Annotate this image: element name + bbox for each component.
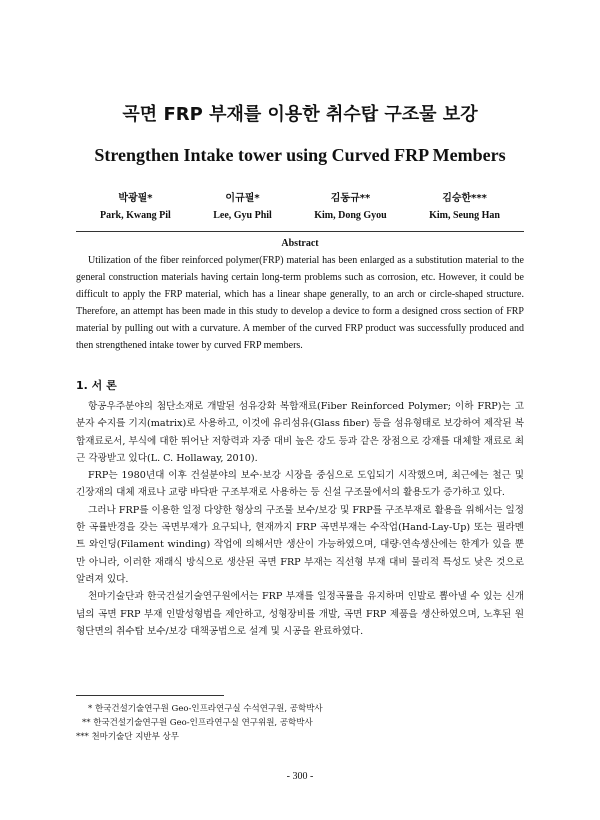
author-name-ko: 김동규** (330, 193, 371, 204)
section-body (76, 398, 524, 640)
section-heading: 1. 서 론 (76, 379, 117, 392)
footnote-divider (76, 695, 224, 696)
author-name-ko: 김승한*** (442, 193, 487, 204)
author (429, 190, 500, 224)
page-number: - 300 - (286, 771, 314, 782)
author-list (100, 190, 500, 224)
author-name-en: Park, Kwang Pil (100, 210, 171, 221)
author (213, 190, 272, 224)
author (100, 190, 171, 224)
body-paragraph: FRP는 1980년대 이후 건설분야의 보수·보강 시장을 중심으로 도입되기 시작했으며, 최근에는 철근 및 긴장재의 대체 재료나 교량 바닥판 구조부재로 사용하는 등 신설 구조물에서의 활용도가 증가하고 있다. (76, 470, 524, 499)
body-paragraph: 항공우주분야의 첨단소재로 개발된 섬유강화 복합재료(Fiber Reinforced Polymer; 이하 FRP)는 고분자 수지를 기지(matrix)로 사용하고, 이것에 유리섬유(Glass fiber) 등을 섬유형태로 보강하여 제작된 복합재료로서, 부식에 대한 뛰어난 저항력과 자중 대비 높은 강도 등과 같은 장점으로 강재를 대체할 재료로 최근 각광받고 있다(L. C. Hollaway, 2010). (76, 401, 524, 464)
footnote: *** 천마기술단 지반부 상무 (76, 732, 179, 742)
author-name-ko: 박광필* (118, 193, 153, 204)
author-name-en: Kim, Dong Gyou (314, 210, 387, 221)
footnotes (76, 702, 524, 744)
korean-title: 곡면 FRP 부재를 이용한 취수탑 구조물 보강 (122, 104, 478, 125)
header-divider (76, 231, 524, 232)
body-paragraph: 천마기술단과 한국건설기술연구원에서는 FRP 부재를 일정곡률을 유지하며 인발로 뽑아낼 수 있는 신개념의 곡면 FRP 부재 인발성형법을 제안하고, 성형장비를 개발, 곡면 FRP 제품을 생산하였으며, 노후된 원형단면의 취수탑 보수/보강 대책공법으로 설계 및 시공을 완료하였다. (76, 591, 524, 637)
abstract-heading: Abstract (281, 238, 319, 249)
footnote: ** 한국건설기술연구원 Geo-인프라연구실 연구위원, 공학박사 (82, 718, 313, 728)
abstract-text: Utilization of the fiber reinforced polymer(FRP) material has been enlarged as a substitution material to the general construction materials having certain long-term problems such as corrosion, etc. However, it could be difficult to apply the FRP material, which has a linear shape generally, to an arch or circle-shaped structure. Therefore, an attempt has been made in this study to develop a device to form a designed cross section of FRP material by pulling out with a curvature. A member of the curved FRP product was successfully produced and then strengthened intake tower by curved FRP members. (76, 255, 524, 351)
english-title: Strengthen Intake tower using Curved FRP Members (94, 145, 506, 165)
author-name-ko: 이규필* (225, 193, 260, 204)
body-paragraph: 그러나 FRP를 이용한 일정 다양한 형상의 구조물 보수/보강 및 FRP를 구조부재로 활용을 위해서는 일정한 곡률반경을 갖는 곡면부재가 요구되나, 현재까지 FRP 곡면부재는 수작업(Hand-Lay-Up) 또는 필라멘트 와인딩(Filament winding) 작업에 의해서만 생산이 가능하였으며, 대량·연속생산에는 한계가 있을 뿐만 아니라, 이러한 재래식 방식으로 생산된 곡면 FRP 부재는 직선형 부재 대비 물리적 특성도 낮은 것으로 알려져 있다. (76, 504, 524, 585)
author-name-en: Kim, Seung Han (429, 210, 500, 221)
author-name-en: Lee, Gyu Phil (213, 210, 272, 221)
footnote: * 한국건설기술연구원 Geo-인프라연구실 수석연구원, 공학박사 (88, 704, 323, 714)
author (314, 190, 387, 224)
